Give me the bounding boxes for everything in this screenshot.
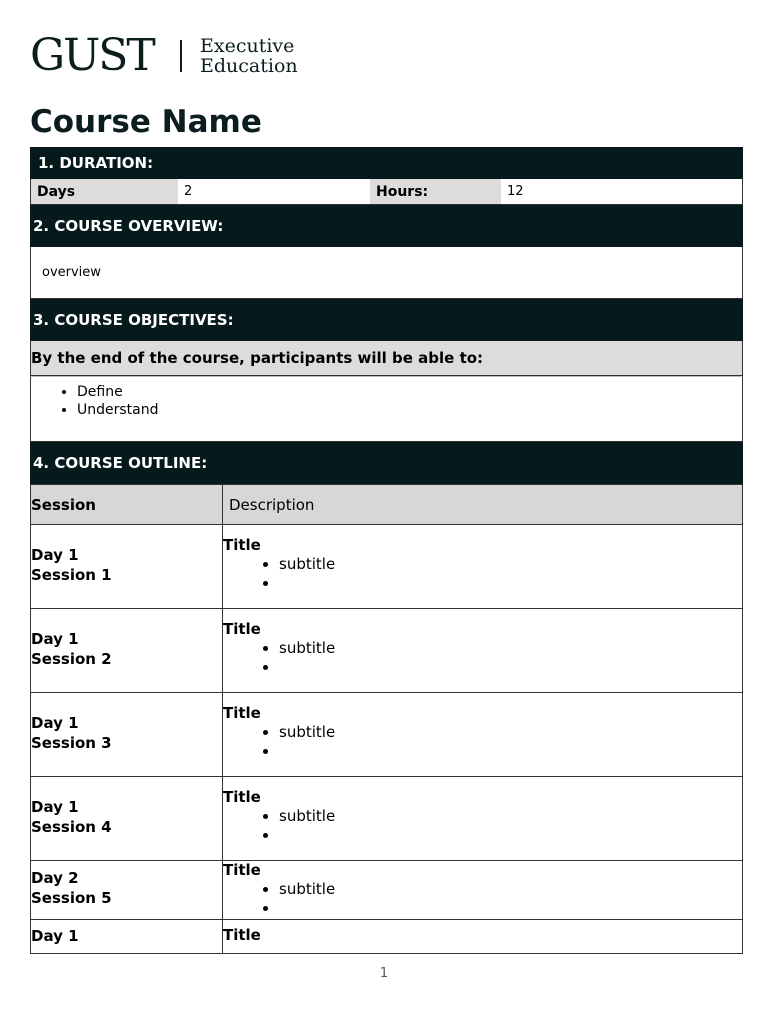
duration-row xyxy=(30,179,743,205)
session-title: Title xyxy=(223,704,261,722)
session-bullets xyxy=(223,639,742,677)
page-number: 1 xyxy=(379,966,389,981)
gust-executive-education-logo xyxy=(30,30,310,81)
session-number: Session 5 xyxy=(31,889,112,907)
session-subtitle xyxy=(279,899,742,918)
objectives-heading: 3. COURSE OBJECTIVES: xyxy=(30,299,743,341)
session-number: Session 1 xyxy=(31,566,112,584)
logo-unit-line1: Executive xyxy=(200,36,295,57)
session-title: Title xyxy=(223,926,261,944)
session-number: Session 3 xyxy=(31,734,112,752)
session-title: Title xyxy=(223,788,261,806)
table-row xyxy=(31,693,743,777)
objectives-intro: By the end of the course, participants will be able to: xyxy=(30,341,743,376)
description-column-header: Description xyxy=(223,485,743,525)
table-row xyxy=(31,525,743,609)
session-title: Title xyxy=(223,620,261,638)
session-subtitle: • subtitle xyxy=(279,555,742,574)
session-subtitle xyxy=(279,574,742,593)
session-bullets xyxy=(223,880,742,918)
session-subtitle xyxy=(279,658,742,677)
session-subtitle: • subtitle xyxy=(279,880,742,899)
course-title: Course Name xyxy=(30,104,262,140)
table-row xyxy=(31,609,743,693)
days-value: 2 xyxy=(184,184,193,199)
logo-divider xyxy=(180,40,182,72)
session-subtitle xyxy=(279,826,742,845)
session-subtitle: • subtitle xyxy=(279,807,742,826)
session-bullets xyxy=(223,555,742,593)
logo-brand: GUST xyxy=(30,30,154,81)
session-number: Session 2 xyxy=(31,650,112,668)
table-row xyxy=(31,777,743,861)
duration-heading: 1. DURATION: xyxy=(30,147,743,179)
hours-label: Hours: xyxy=(370,179,501,204)
session-column-header: Session xyxy=(31,485,223,525)
table-row xyxy=(31,920,743,954)
days-label: Days xyxy=(31,179,178,204)
session-subtitle xyxy=(279,742,742,761)
session-title: Title xyxy=(223,536,261,554)
session-subtitle: • subtitle xyxy=(279,639,742,658)
objective-item: • Understand xyxy=(77,401,742,419)
outline-table xyxy=(30,484,743,954)
session-subtitle: • subtitle xyxy=(279,723,742,742)
session-bullets xyxy=(223,723,742,761)
hours-value: 12 xyxy=(507,184,524,199)
session-day: Day 1 xyxy=(31,546,79,564)
session-number: Session 4 xyxy=(31,818,112,836)
objectives-list-box xyxy=(30,376,743,442)
overview-text: overview xyxy=(30,247,743,299)
table-row xyxy=(31,861,743,920)
logo-unit-line2: Education xyxy=(200,55,298,74)
session-day: Day 1 xyxy=(31,630,79,648)
course-document xyxy=(30,147,743,954)
session-day: Day 1 xyxy=(31,714,79,732)
objective-item: • Define xyxy=(77,383,742,401)
outline-header-row xyxy=(31,485,743,525)
outline-heading: 4. COURSE OUTLINE: xyxy=(30,442,743,484)
logo-unit xyxy=(200,36,298,74)
session-day: Day 1 xyxy=(31,798,79,816)
session-day: Day 1 xyxy=(31,927,79,945)
overview-heading: 2. COURSE OVERVIEW: xyxy=(30,205,743,247)
objectives-list xyxy=(31,377,742,419)
session-title: Title xyxy=(223,861,261,879)
session-bullets xyxy=(223,807,742,845)
session-day: Day 2 xyxy=(31,869,79,887)
